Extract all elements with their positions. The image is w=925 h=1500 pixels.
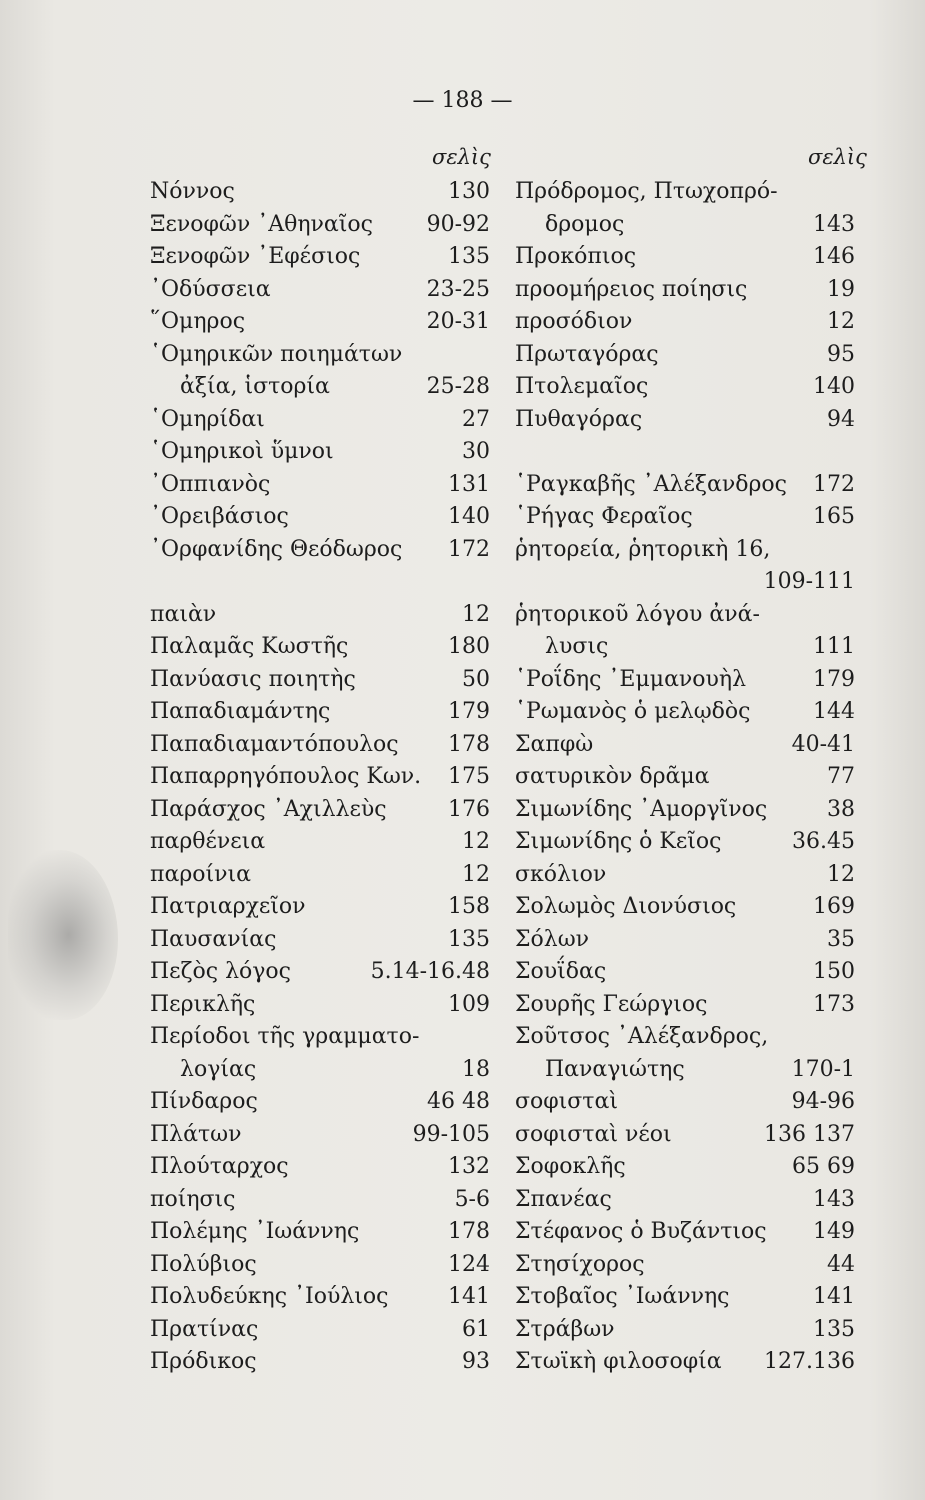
index-term: Στοβαῖος ᾿Ιωάννης: [515, 1284, 730, 1309]
left-index-entry: [150, 1086, 490, 1119]
right-index-entry: [515, 404, 855, 437]
index-term: Σουΐδας: [515, 959, 607, 984]
index-page-ref: 169: [813, 894, 855, 919]
right-index-entry: [515, 826, 855, 859]
index-term: ῾Ρήγας Φεραῖος: [515, 504, 693, 529]
index-page-ref: 109: [448, 991, 490, 1017]
left-index-entry: [150, 534, 490, 567]
index-term: ᾿Ορφανίδης Θεόδωρος: [150, 536, 403, 562]
index-term: σκόλιον: [515, 861, 607, 887]
left-index-entry: [150, 339, 490, 372]
index-page-ref: 44: [827, 1251, 855, 1277]
left-index-entry: [150, 1021, 490, 1054]
right-index-entry: [515, 631, 855, 664]
left-index-column: [150, 176, 490, 1379]
left-index-entry: [150, 599, 490, 632]
right-index-column: [515, 176, 855, 1379]
index-term: Πλούταρχος: [150, 1154, 289, 1179]
index-term: Νόννος: [150, 179, 235, 204]
index-term: Πλάτων: [150, 1121, 242, 1147]
index-page-ref: 180: [448, 634, 490, 659]
index-page-ref: 12: [827, 309, 855, 334]
left-index-entry: [150, 1184, 490, 1217]
index-page-ref: 172: [813, 471, 855, 497]
index-page-ref: 179: [813, 666, 855, 692]
index-term: ᾿Ορειβάσιος: [150, 504, 289, 529]
right-index-entry: [515, 891, 855, 924]
index-page-ref: 140: [448, 504, 490, 529]
index-term: Σιμωνίδης ᾿Αμοργῖνος: [515, 796, 768, 822]
left-index-entry: [150, 761, 490, 794]
index-term: Σπανέας: [515, 1186, 612, 1212]
index-page-ref: 132: [448, 1154, 490, 1179]
index-page-ref: 12: [462, 829, 490, 854]
index-page-ref: 165: [813, 504, 855, 529]
right-index-entry: [515, 274, 855, 307]
index-term: Σοφοκλῆς: [515, 1154, 626, 1179]
index-term: Σόλων: [515, 926, 590, 952]
index-term: ῥητορικοῦ λόγου ἀνά-: [515, 601, 760, 627]
index-term: Ξενοφῶν ᾿Αθηναῖος: [150, 211, 373, 237]
index-term: ποίησις: [150, 1186, 236, 1212]
index-term: ᾿Οππιανὸς: [150, 471, 271, 497]
index-page-ref: 175: [448, 764, 490, 789]
right-index-entry: [515, 469, 855, 502]
index-term: παρθένεια: [150, 829, 266, 854]
index-term: λογίας: [180, 1056, 257, 1082]
left-index-entry: [150, 501, 490, 534]
right-index-entry: [515, 696, 855, 729]
index-term: Πρόδρομος, Πτωχοπρό-: [515, 179, 778, 204]
right-index-entry: [515, 534, 855, 567]
index-page-ref: 111: [813, 634, 855, 659]
index-page-ref: 140: [813, 374, 855, 399]
left-index-entry: [150, 209, 490, 242]
index-page-ref: 61: [462, 1316, 490, 1342]
index-term: Πεζὸς λόγος: [150, 959, 291, 984]
index-page-ref: 143: [813, 1186, 855, 1212]
left-index-entry: [150, 1314, 490, 1347]
index-term: ῥητορεία, ῥητορικὴ 16,: [515, 536, 771, 562]
right-index-entry: [515, 1054, 855, 1087]
index-page-ref: 124: [448, 1251, 490, 1277]
left-index-entry: [150, 1281, 490, 1314]
index-page-ref: 178: [448, 731, 490, 757]
right-index-entry: [515, 1119, 855, 1152]
right-index-entry: [515, 339, 855, 372]
right-index-entry: [515, 956, 855, 989]
index-page-ref: 127.136: [764, 1349, 855, 1374]
index-term: Περίοδοι τῆς γραμματο-: [150, 1024, 420, 1049]
left-index-entry: [150, 631, 490, 664]
left-index-entry: [150, 371, 490, 404]
left-index-entry: [150, 891, 490, 924]
right-index-entry: [515, 176, 855, 209]
index-term: σοφισταὶ: [515, 1089, 618, 1114]
index-page-ref: 144: [813, 699, 855, 724]
index-term: σατυρικὸν δρᾶμα: [515, 764, 710, 789]
index-term: Παλαμᾶς Κωστῆς: [150, 634, 349, 659]
index-page-ref: 149: [813, 1219, 855, 1244]
index-page-ref: 18: [462, 1056, 490, 1082]
index-term: Σολωμὸς Διονύσιος: [515, 894, 737, 919]
index-term: Πυθαγόρας: [515, 406, 643, 432]
right-index-entry: [515, 436, 855, 469]
right-index-entry: [515, 664, 855, 697]
index-page-ref: 27: [462, 406, 490, 432]
index-page-ref: 99-105: [412, 1121, 490, 1147]
index-page-ref: 30: [462, 439, 490, 464]
index-page-ref: 150: [813, 959, 855, 984]
index-page-ref: 158: [448, 894, 490, 919]
index-page-ref: 135: [813, 1316, 855, 1342]
left-index-entry: [150, 404, 490, 437]
right-index-entry: [515, 989, 855, 1022]
index-term: Πολέμης ᾿Ιωάννης: [150, 1219, 360, 1244]
index-term: Πατριαρχεῖον: [150, 894, 306, 919]
index-term: Παπαδιαμάντης: [150, 699, 331, 724]
right-index-entry: [515, 241, 855, 274]
index-term: Πρατίνας: [150, 1316, 259, 1342]
index-page-ref: 12: [462, 861, 490, 887]
left-index-entry: [150, 859, 490, 892]
index-term: Σοῦτσος ᾿Αλέξανδρος,: [515, 1024, 769, 1049]
left-index-entry: [150, 956, 490, 989]
right-index-entry: [515, 729, 855, 762]
right-index-entry: [515, 859, 855, 892]
index-term: δρομος: [545, 211, 625, 237]
left-index-entry: [150, 436, 490, 469]
index-term: Παράσχος ᾿Αχιλλεὺς: [150, 796, 387, 822]
ink-stain: [8, 850, 118, 1020]
index-page-ref: 65 69: [792, 1154, 855, 1179]
index-page-ref: 135: [448, 244, 490, 269]
right-column-header: σελὶς: [808, 145, 867, 169]
index-page-ref: 35: [827, 926, 855, 952]
right-index-entry: [515, 1216, 855, 1249]
index-term: ῾Ροΐδης ᾿Εμμανουὴλ: [515, 666, 747, 692]
index-page-ref: 46 48: [427, 1089, 490, 1114]
index-term: παιὰν: [150, 601, 217, 627]
right-index-entry: [515, 371, 855, 404]
right-index-entry: [515, 566, 855, 599]
index-term: Πολύβιος: [150, 1251, 257, 1277]
index-page-ref: 130: [448, 179, 490, 204]
right-index-entry: [515, 924, 855, 957]
index-term: Πτολεμαῖος: [515, 374, 649, 399]
index-term: ῾Ομηρικῶν ποιημάτων: [150, 341, 403, 367]
right-index-entry: [515, 1314, 855, 1347]
index-term: ῞Ομηρος: [150, 309, 246, 334]
index-term: ῾Ομηρικοὶ ὕμνοι: [150, 439, 334, 464]
index-term: Περικλῆς: [150, 991, 256, 1017]
index-term: προσόδιον: [515, 309, 633, 334]
index-term: Παναγιώτης: [545, 1056, 685, 1082]
right-index-entry: [515, 1184, 855, 1217]
index-page-ref: 5-6: [454, 1186, 490, 1212]
right-index-entry: [515, 306, 855, 339]
index-page-ref: 170-1: [791, 1056, 855, 1082]
index-term: παροίνια: [150, 861, 251, 887]
index-page-ref: 143: [813, 211, 855, 237]
index-page-ref: 179: [448, 699, 490, 724]
index-page-ref: 23-25: [426, 276, 490, 302]
index-term: ᾿Οδύσσεια: [150, 276, 271, 302]
index-page-ref: 95: [827, 341, 855, 367]
index-term: Στράβων: [515, 1316, 615, 1342]
left-column-header: σελὶς: [432, 145, 491, 169]
left-index-entry: [150, 1346, 490, 1379]
index-page-ref: 36.45: [792, 829, 855, 854]
right-index-entry: [515, 599, 855, 632]
left-index-entry: [150, 1054, 490, 1087]
index-term: προομήρειος ποίησις: [515, 276, 748, 302]
right-index-entry: [515, 209, 855, 242]
left-index-entry: [150, 469, 490, 502]
page-number: — 188 —: [412, 88, 513, 113]
index-term: Σουρῆς Γεώργιος: [515, 991, 708, 1017]
index-term: Ξενοφῶν ᾿Εφέσιος: [150, 244, 361, 269]
index-term: Παυσανίας: [150, 926, 277, 952]
index-page-ref: 131: [448, 471, 490, 497]
index-page-ref: 77: [827, 764, 855, 789]
index-term: ῾Ρωμανὸς ὁ μελῳδὸς: [515, 699, 751, 724]
left-index-entry: [150, 1151, 490, 1184]
index-term: σοφισταὶ νέοι: [515, 1121, 672, 1147]
index-term: ῾Ραγκαβῆς ᾿Αλέξανδρος: [515, 471, 787, 497]
left-index-entry: [150, 176, 490, 209]
index-page-ref: 38: [827, 796, 855, 822]
index-page-ref: 136 137: [764, 1121, 855, 1147]
index-page-ref: 178: [448, 1219, 490, 1244]
right-index-entry: [515, 794, 855, 827]
index-page-ref: 93: [462, 1349, 490, 1374]
index-page-ref: 173: [813, 991, 855, 1017]
left-index-entry: [150, 1216, 490, 1249]
index-page-ref: 176: [448, 796, 490, 822]
index-term: Προκόπιος: [515, 244, 637, 269]
index-term: Παπαδιαμαντόπουλος: [150, 731, 399, 757]
index-page-ref: 109-111: [763, 569, 855, 594]
index-page-ref: 146: [813, 244, 855, 269]
index-page-ref: 25-28: [426, 374, 490, 399]
index-term: Στησίχορος: [515, 1251, 645, 1277]
index-page-ref: 141: [813, 1284, 855, 1309]
right-index-entry: [515, 1281, 855, 1314]
index-page-ref: 5.14-16.48: [370, 959, 490, 984]
index-page-ref: 50: [462, 666, 490, 692]
left-index-entry: [150, 1249, 490, 1282]
index-page-ref: 20-31: [426, 309, 490, 334]
right-index-entry: [515, 1249, 855, 1282]
left-index-entry: [150, 306, 490, 339]
index-page-ref: 135: [448, 926, 490, 952]
index-term: λυσις: [545, 634, 609, 659]
index-term: Πολυδεύκης ᾿Ιούλιος: [150, 1284, 389, 1309]
left-index-entry: [150, 241, 490, 274]
index-term: Πρόδικος: [150, 1349, 257, 1374]
right-index-entry: [515, 501, 855, 534]
index-term: Πανύασις ποιητὴς: [150, 666, 356, 692]
right-index-entry: [515, 1346, 855, 1379]
index-page-ref: 141: [448, 1284, 490, 1309]
index-term: Στωϊκὴ φιλοσοφία: [515, 1349, 722, 1374]
index-page-ref: 90-92: [426, 211, 490, 237]
left-index-entry: [150, 1119, 490, 1152]
index-term: Πίνδαρος: [150, 1089, 258, 1114]
left-index-entry: [150, 696, 490, 729]
index-page-ref: 172: [448, 536, 490, 562]
left-index-entry: [150, 826, 490, 859]
left-index-entry: [150, 566, 490, 599]
index-term: Σιμωνίδης ὁ Κεῖος: [515, 829, 722, 854]
right-index-entry: [515, 1086, 855, 1119]
right-index-entry: [515, 761, 855, 794]
index-page-ref: 12: [827, 861, 855, 887]
left-index-entry: [150, 274, 490, 307]
right-index-entry: [515, 1151, 855, 1184]
left-index-entry: [150, 729, 490, 762]
index-term: ἀξία, ἱστορία: [180, 374, 330, 399]
index-term: ῾Ομηρίδαι: [150, 406, 265, 432]
left-index-entry: [150, 794, 490, 827]
index-page-ref: 40-41: [791, 731, 855, 757]
index-term: Παπαρρηγόπουλος Κων.: [150, 764, 422, 789]
index-page-ref: 12: [462, 601, 490, 627]
index-page-ref: 94: [827, 406, 855, 432]
index-page-ref: 94-96: [791, 1089, 855, 1114]
index-term: Σαπφὼ: [515, 731, 594, 757]
left-index-entry: [150, 924, 490, 957]
index-term: Πρωταγόρας: [515, 341, 659, 367]
left-index-entry: [150, 664, 490, 697]
index-page-ref: 19: [827, 276, 855, 302]
index-term: Στέφανος ὁ Βυζάντιος: [515, 1219, 767, 1244]
left-index-entry: [150, 989, 490, 1022]
right-index-entry: [515, 1021, 855, 1054]
